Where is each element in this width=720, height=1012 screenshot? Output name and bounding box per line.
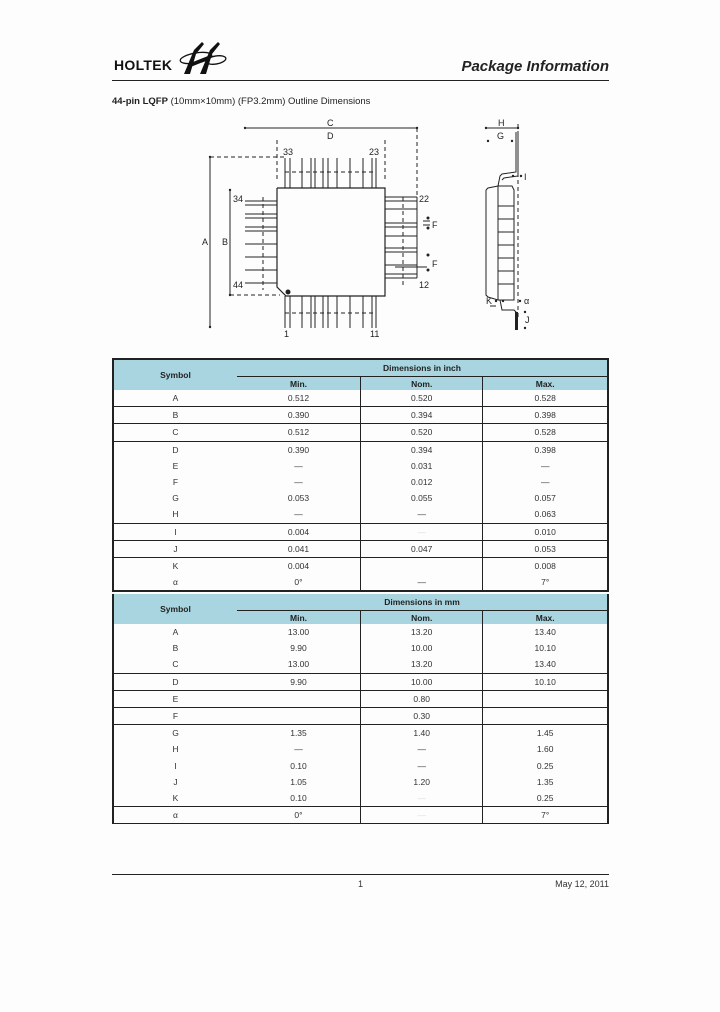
cell-symbol: D [113, 441, 237, 458]
cell-symbol: D [113, 673, 237, 690]
cell-max: 1.35 [483, 774, 608, 790]
cell-nom: — [361, 790, 483, 807]
cell-nom: 0.80 [361, 690, 483, 707]
cell-symbol: F [113, 707, 237, 724]
cell-min: 1.05 [290, 776, 307, 787]
cell-min: 0.512 [287, 393, 310, 404]
col-header-nom: Nom. [361, 377, 483, 391]
document-date: May 12, 2011 [555, 879, 609, 889]
cell-max: 0.057 [483, 490, 608, 506]
dim-label-b: B [222, 237, 229, 247]
table-row [113, 557, 608, 574]
cell-symbol: K [113, 557, 237, 574]
page-number: 1 [358, 879, 364, 889]
cell-nom: 0.012 [361, 474, 483, 490]
cell-min: 0.004 [237, 557, 361, 574]
cell-min [237, 690, 361, 707]
cell-nom: 0.031 [361, 458, 483, 474]
logo-text: HOLTEK [114, 57, 173, 73]
cell-nom: — [361, 758, 483, 774]
dim-label-d: D [327, 131, 334, 141]
cell-min: — [294, 509, 303, 520]
col-header-max: Max. [483, 611, 608, 625]
cell-max: 13.40 [483, 656, 608, 673]
cell-max: 0.25 [483, 790, 608, 807]
cell-nom: 13.20 [361, 624, 483, 640]
table-row [113, 725, 608, 742]
dim-label-alpha: α [524, 296, 530, 306]
cell-symbol: C [113, 424, 237, 441]
table-row [113, 624, 608, 640]
cell-symbol: H [172, 744, 179, 755]
dimensions-mm-table [112, 594, 609, 824]
cell-symbol: A [172, 627, 179, 638]
pin-label-12: 12 [419, 280, 430, 290]
col-header-nom: Nom. [361, 611, 483, 625]
cell-nom: 1.40 [361, 725, 483, 742]
cell-min: 0.041 [237, 540, 361, 557]
group-header: Dimensions in inch [237, 359, 608, 377]
cell-max: 0.053 [483, 540, 608, 557]
holtek-logo [112, 38, 242, 78]
table-row [113, 774, 608, 790]
table-row [113, 574, 608, 591]
cell-symbol: C [172, 659, 179, 670]
cell-min: 0.053 [287, 493, 310, 504]
cell-nom: 13.20 [361, 656, 483, 673]
cell-min: 0.390 [237, 441, 361, 458]
dim-label-j: J [525, 315, 530, 325]
pin-label-11: 11 [370, 329, 380, 339]
cell-nom: 10.00 [361, 673, 483, 690]
cell-nom: — [361, 523, 483, 540]
cell-min: 13.00 [287, 659, 310, 670]
cell-max: 0.063 [483, 506, 608, 523]
cell-symbol: H [172, 509, 179, 520]
package-side-view-drawing [470, 110, 550, 340]
cell-max: 0.008 [483, 557, 608, 574]
cell-min: 0° [294, 577, 303, 588]
cell-max: 0.010 [483, 523, 608, 540]
cell-nom: 0.520 [361, 390, 483, 407]
cell-max: 0.398 [483, 407, 608, 424]
cell-min: 13.00 [287, 627, 310, 638]
table-row [113, 707, 608, 724]
cell-min: 0.390 [237, 407, 361, 424]
cell-symbol: K [172, 792, 179, 803]
cell-nom: 0.055 [361, 490, 483, 506]
col-header-max: Max. [483, 377, 608, 391]
cell-symbol: J [173, 776, 178, 787]
cell-max: 10.10 [483, 673, 608, 690]
table-row [113, 490, 608, 506]
cell-nom: 0.047 [361, 540, 483, 557]
cell-symbol: I [113, 523, 237, 540]
cell-min: 9.90 [290, 643, 307, 654]
cell-symbol: F [172, 477, 179, 488]
section-title-detail: (10mm×10mm) (FP3.2mm) Outline Dimensions [167, 96, 371, 107]
cell-min: — [294, 477, 303, 488]
table-row [113, 807, 608, 824]
pin-label-44: 44 [233, 280, 244, 290]
table-row [113, 656, 608, 673]
cell-max: — [483, 474, 608, 490]
dim-label-g: G [497, 131, 505, 141]
cell-symbol: B [172, 643, 179, 654]
cell-min: 1.35 [237, 725, 361, 742]
table-row [113, 441, 608, 458]
pin-label-34: 34 [233, 194, 244, 204]
cell-max: 1.60 [483, 741, 608, 757]
cell-symbol: J [113, 540, 237, 557]
symbol-header: Symbol [113, 594, 237, 624]
section-title [112, 96, 370, 107]
cell-symbol: G [113, 725, 237, 742]
cell-max [483, 690, 608, 707]
dim-label-h: H [498, 118, 505, 128]
dim-label-f2: F [432, 259, 438, 269]
dim-label-k: K [486, 296, 493, 306]
cell-max [483, 707, 608, 724]
cell-nom: 1.20 [361, 774, 483, 790]
cell-symbol: A [172, 393, 179, 404]
cell-min [237, 707, 361, 724]
table-row [113, 741, 608, 757]
table-row [113, 474, 608, 490]
cell-min: — [294, 744, 303, 755]
pin-label-23: 23 [369, 147, 380, 157]
dim-label-c: C [327, 118, 334, 128]
cell-min: 9.90 [237, 673, 361, 690]
cell-min: 0.512 [237, 424, 361, 441]
table-row [113, 407, 608, 424]
table-row [113, 790, 608, 807]
table-row [113, 758, 608, 774]
page-title: Package Information [461, 58, 609, 75]
dimensions-inch-table [112, 358, 609, 592]
cell-nom: — [361, 741, 483, 757]
cell-nom: 10.00 [361, 640, 483, 656]
cell-nom: — [361, 574, 483, 591]
pin-label-1: 1 [284, 329, 290, 339]
cell-nom: 0.394 [361, 407, 483, 424]
table-row [113, 424, 608, 441]
cell-max: 1.45 [483, 725, 608, 742]
cell-max: — [483, 458, 608, 474]
package-top-view-drawing [195, 110, 455, 350]
dim-label-a: A [202, 237, 209, 247]
cell-nom: 0.520 [361, 424, 483, 441]
cell-max: 0.398 [483, 441, 608, 458]
cell-symbol: G [172, 493, 179, 504]
pin-label-33: 33 [283, 147, 294, 157]
cell-min: 0° [237, 807, 361, 824]
table-row [113, 523, 608, 540]
cell-nom: — [361, 506, 483, 523]
cell-min: 0.10 [290, 792, 307, 803]
page-header [112, 38, 609, 81]
cell-nom [361, 557, 483, 574]
table-row [113, 390, 608, 407]
cell-symbol: α [173, 577, 178, 588]
table-row [113, 540, 608, 557]
cell-nom: 0.30 [361, 707, 483, 724]
cell-symbol: α [113, 807, 237, 824]
cell-max: 7° [483, 574, 608, 591]
cell-min: 0.004 [237, 523, 361, 540]
cell-min: 0.10 [290, 760, 307, 771]
cell-min: — [294, 460, 303, 471]
cell-nom: — [361, 807, 483, 824]
table-row [113, 458, 608, 474]
cell-max: 10.10 [483, 640, 608, 656]
cell-symbol: B [113, 407, 237, 424]
section-title-package: 44-pin LQFP [112, 96, 168, 107]
cell-max: 0.528 [483, 424, 608, 441]
cell-nom: 0.394 [361, 441, 483, 458]
pin-label-22: 22 [419, 194, 430, 204]
holtek-logo-icon [174, 40, 232, 76]
dim-label-f1: F [432, 220, 438, 230]
group-header: Dimensions in mm [237, 594, 608, 611]
cell-max: 13.40 [483, 624, 608, 640]
col-header-min: Min. [237, 611, 361, 625]
col-header-min: Min. [237, 377, 361, 391]
cell-symbol: I [174, 760, 177, 771]
table-row [113, 690, 608, 707]
table-row [113, 640, 608, 656]
cell-symbol: E [113, 690, 237, 707]
cell-max: 0.528 [483, 390, 608, 407]
cell-max: 0.25 [483, 758, 608, 774]
cell-symbol: E [172, 460, 179, 471]
cell-max: 7° [483, 807, 608, 824]
table-row [113, 506, 608, 523]
symbol-header: Symbol [113, 359, 237, 390]
dim-label-i: I [524, 172, 527, 182]
page-footer [112, 874, 609, 889]
table-row [113, 673, 608, 690]
